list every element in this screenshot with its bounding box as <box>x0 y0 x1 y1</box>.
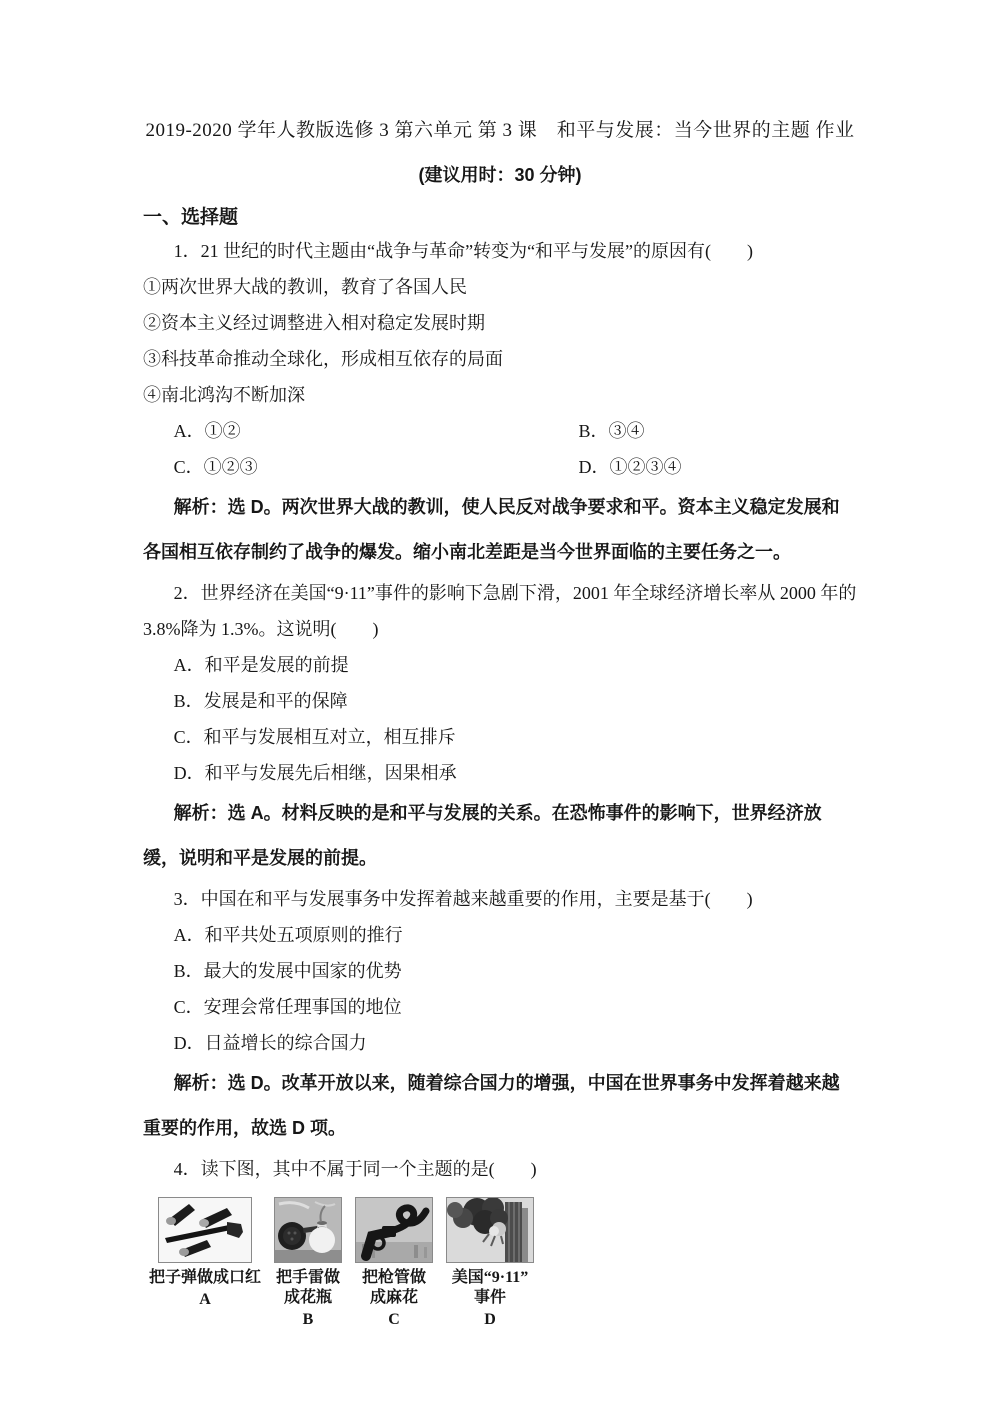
question-3-option-a: A．和平共处五项原则的推行 <box>173 925 403 945</box>
question-2-option-d: D．和平与发展先后相继，因果相承 <box>173 763 457 783</box>
question-2-option-c: C．和平与发展相互对立，相互排斥 <box>173 727 456 747</box>
figure-a <box>149 1197 261 1309</box>
question-3-option-b: B．最大的发展中国家的优势 <box>173 961 402 981</box>
question-4 <box>143 1151 857 1329</box>
question-1-analysis: 解析：选 D。两次世界大战的教训，使人民反对战争要求和平。资本主义稳定发展和各国相互依存制约了战争的爆发。缩小南北差距是当今世界面临的主要任务之一。 <box>143 497 840 562</box>
figure-c-label: C <box>388 1311 400 1328</box>
figure-d <box>446 1197 534 1329</box>
question-1-statement-3: ③科技革命推动全球化，形成相互依存的局面 <box>143 349 503 369</box>
question-1-stem: 1．21 世纪的时代主题由“战争与革命”转变为“和平与发展”的原因有( ) <box>173 241 754 261</box>
section-heading: 一、选择题 <box>143 207 239 228</box>
question-1-options <box>143 413 857 485</box>
question-1-option-c: C．①②③ <box>173 457 258 477</box>
question-2-option-a: A．和平是发展的前提 <box>173 655 349 675</box>
figure-c <box>355 1197 433 1329</box>
question-4-stem: 4．读下图，其中不属于同一个主题的是( ) <box>173 1159 537 1179</box>
question-1-option-d: D．①②③④ <box>578 457 682 477</box>
figure-a-caption: 把子弹做成口红 <box>149 1269 262 1286</box>
figure-a-label: A <box>199 1291 211 1308</box>
question-1 <box>143 233 857 575</box>
figure-b <box>274 1197 342 1329</box>
doc-duration: (建议用时：30 分钟) <box>418 165 582 185</box>
figure-d-label: D <box>484 1311 496 1328</box>
question-3-analysis: 解析：选 D。改革开放以来，随着综合国力的增强，中国在世界事务中发挥着越来越重要的作用，故选 D 项。 <box>143 1073 840 1138</box>
figure-d-caption: 美国“9·11” 事件 <box>451 1269 529 1306</box>
grenade-vase-image <box>274 1197 342 1263</box>
question-1-option-b: B．③④ <box>578 421 645 441</box>
question-1-option-a: A．①② <box>173 421 241 441</box>
knotted-gun-image <box>355 1197 433 1263</box>
question-1-statement-4: ④南北鸿沟不断加深 <box>143 385 305 405</box>
bullets-lipstick-image <box>158 1197 252 1263</box>
doc-title: 2019-2020 学年人教版选修 3 第六单元 第 3 课 和平与发展：当今世界的主题 作业 <box>145 120 855 141</box>
question-2-stem: 2．世界经济在美国“9·11”事件的影响下急剧下滑，2001 年全球经济增长率从 2000 年的 3.8%降为 1.3%。这说明( ) <box>143 583 857 639</box>
figure-b-caption: 把手雷做 成花瓶 <box>276 1269 341 1306</box>
question-3-option-d: D．日益增长的综合国力 <box>173 1033 367 1053</box>
question-3 <box>143 881 857 1151</box>
nine-eleven-image <box>446 1197 534 1263</box>
question-3-stem: 3．中国在和平与发展事务中发挥着越来越重要的作用，主要是基于( ) <box>173 889 753 909</box>
question-2-analysis: 解析：选 A。材料反映的是和平与发展的关系。在恐怖事件的影响下，世界经济放缓，说明和平是发展的前提。 <box>143 803 822 868</box>
question-3-option-c: C．安理会常任理事国的地位 <box>173 997 402 1017</box>
question-1-statement-2: ②资本主义经过调整进入相对稳定发展时期 <box>143 313 485 333</box>
question-2-option-b: B．发展是和平的保障 <box>173 691 348 711</box>
question-4-figure-row <box>149 1197 857 1329</box>
figure-c-caption: 把枪管做 成麻花 <box>362 1269 427 1306</box>
question-1-statement-1: ①两次世界大战的教训，教育了各国人民 <box>143 277 467 297</box>
figure-b-label: B <box>302 1311 314 1328</box>
question-2 <box>143 575 857 881</box>
